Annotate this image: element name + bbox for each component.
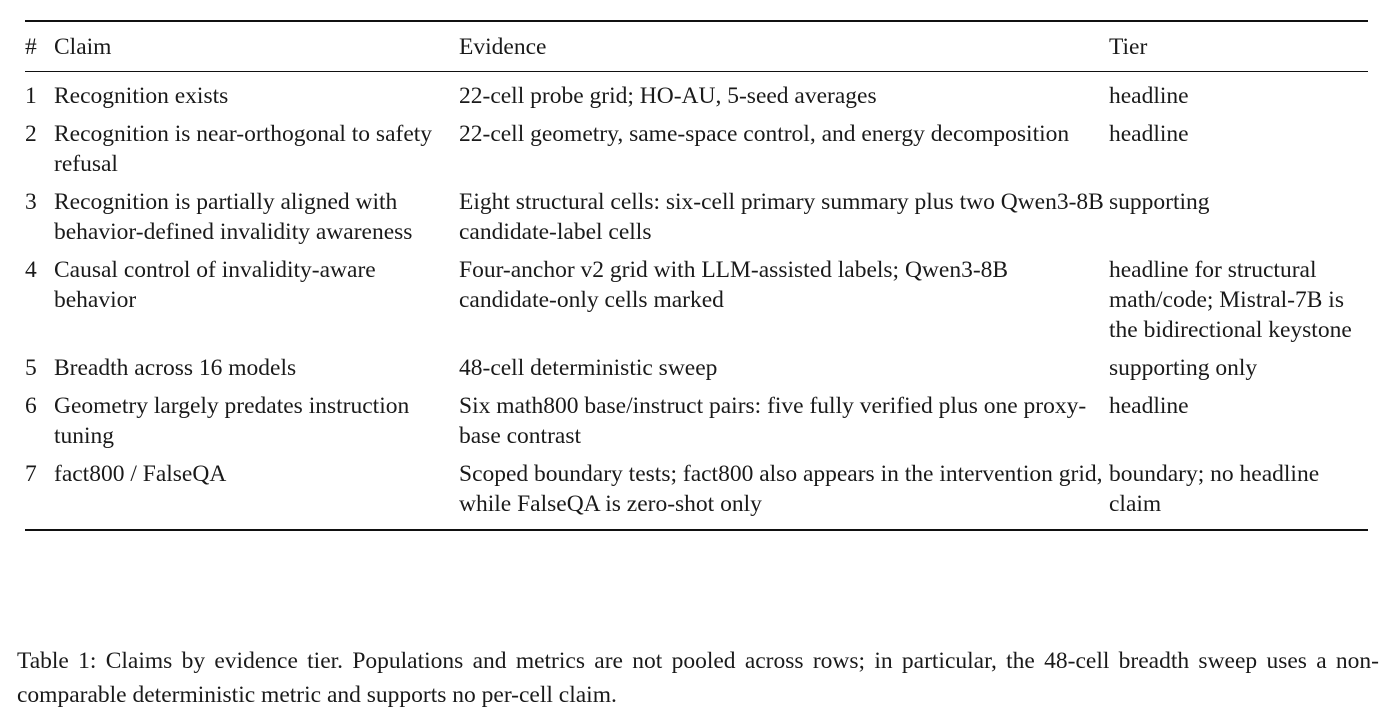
row-num: 2 xyxy=(25,121,37,147)
header-claim: Claim xyxy=(54,34,112,60)
table-row xyxy=(25,119,1368,187)
table-row xyxy=(25,72,1368,120)
row-tier: headline xyxy=(1109,393,1189,419)
row-claim: Causal control of invalidity-aware behavior xyxy=(54,257,376,313)
row-evidence: Eight structural cells: six-cell primary summary plus two Qwen3-8B candidate-label cells xyxy=(459,189,1104,245)
row-claim: Recognition is partially aligned with behavior-defined invalidity awareness xyxy=(54,189,413,245)
row-evidence: Scoped boundary tests; fact800 also appears in the intervention grid, while FalseQA is zero-shot only xyxy=(459,461,1103,517)
claims-table-container xyxy=(25,20,1368,531)
header-evidence: Evidence xyxy=(459,34,547,60)
row-tier: supporting only xyxy=(1109,355,1258,381)
row-num: 4 xyxy=(25,257,37,283)
row-claim: Recognition is near-orthogonal to safety refusal xyxy=(54,121,433,177)
row-evidence: 48-cell deterministic sweep xyxy=(459,355,718,381)
row-tier: headline xyxy=(1109,83,1189,109)
table-body xyxy=(25,72,1368,531)
row-claim: Recognition exists xyxy=(54,83,229,109)
row-tier: headline for structural math/code; Mistral-7B is the bidirectional keystone xyxy=(1109,257,1352,343)
table-caption: Table 1: Claims by evidence tier. Populations and metrics are not pooled across rows; in particular, the 48-cell breadth sweep uses a non-comparable deterministic metric and supports no per-cell claim. xyxy=(17,647,1379,708)
row-tier: supporting xyxy=(1109,189,1210,215)
table-row xyxy=(25,187,1368,255)
header-row xyxy=(25,21,1368,72)
row-claim: Breadth across 16 models xyxy=(54,355,297,381)
row-evidence: 22-cell geometry, same-space control, and energy decomposition xyxy=(459,121,1070,147)
claims-table xyxy=(25,20,1368,531)
row-num: 7 xyxy=(25,461,37,487)
row-evidence: Six math800 base/instruct pairs: five fully verified plus one proxy-base contrast xyxy=(459,393,1087,449)
table-row xyxy=(25,353,1368,391)
header-tier: Tier xyxy=(1109,34,1148,60)
row-num: 3 xyxy=(25,189,37,215)
row-evidence: Four-anchor v2 grid with LLM-assisted labels; Qwen3-8B candidate-only cells marked xyxy=(459,257,1009,313)
table-row xyxy=(25,255,1368,353)
table-header xyxy=(25,21,1368,72)
row-evidence: 22-cell probe grid; HO-AU, 5-seed averages xyxy=(459,83,877,109)
row-num: 5 xyxy=(25,355,37,381)
table-row xyxy=(25,391,1368,459)
row-tier: boundary; no headline claim xyxy=(1109,461,1320,517)
header-num: # xyxy=(25,34,37,60)
table-row xyxy=(25,459,1368,530)
row-num: 6 xyxy=(25,393,37,419)
row-tier: headline xyxy=(1109,121,1189,147)
row-num: 1 xyxy=(25,83,37,109)
row-claim: Geometry largely predates instruction tuning xyxy=(54,393,410,449)
row-claim: fact800 / FalseQA xyxy=(54,461,227,487)
